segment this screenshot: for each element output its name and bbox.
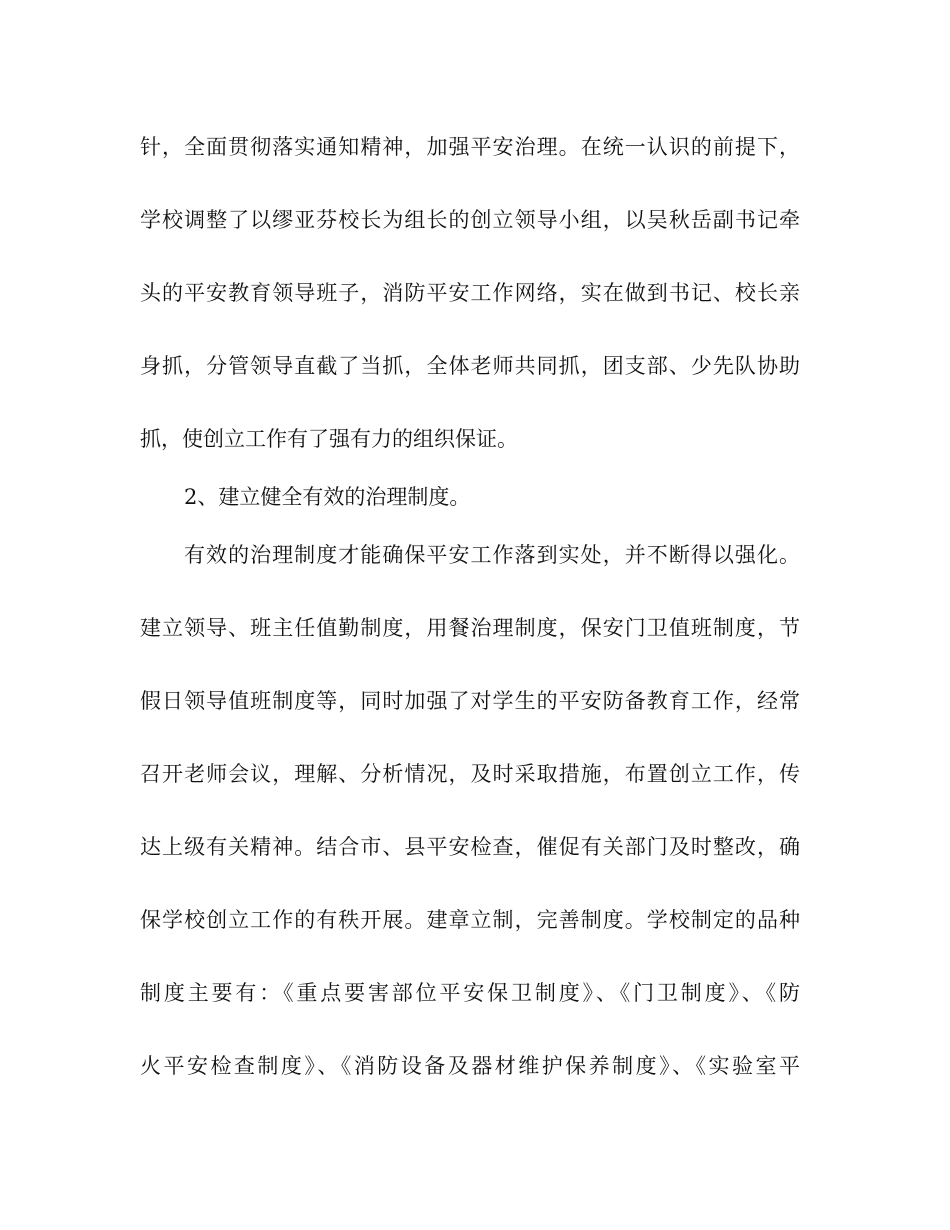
paragraph-line: 制度主要有：《重点要害部位平安保卫制度》、《门卫制度》、《防: [140, 981, 800, 1005]
paragraph-line: 身抓，分管领导直截了当抓，全体老师共同抓，团支部、少先队协助: [140, 354, 800, 378]
paragraph-line: 保学校创立工作的有秩开展。建章立制，完善制度。学校制定的品种: [140, 908, 800, 932]
paragraph-line: 有效的治理制度才能确保平安工作落到实处，并不断得以强化。: [184, 543, 800, 567]
paragraph-line: 建立领导、班主任值勤制度，用餐治理制度，保安门卫值班制度，节: [140, 616, 800, 640]
paragraph-line: 达上级有关精神。结合市、县平安检查，催促有关部门及时整改，确: [140, 835, 800, 859]
paragraph-line: 头的平安教育领导班子，消防平安工作网络，实在做到书记、校长亲: [140, 281, 800, 305]
paragraph-line: 召开老师会议，理解、分析情况，及时采取措施，布置创立工作，传: [140, 762, 800, 786]
paragraph-line: 抓，使创立工作有了强有力的组织保证。: [140, 427, 518, 451]
paragraph-line: 假日领导值班制度等，同时加强了对学生的平安防备教育工作，经常: [140, 689, 800, 713]
section-heading: 2、建立健全有效的治理制度。: [184, 485, 471, 509]
paragraph-line: 学校调整了以缪亚芬校长为组长的创立领导小组，以吴秋岳副书记牵: [140, 208, 800, 232]
paragraph-line: 针，全面贯彻落实通知精神，加强平安治理。在统一认识的前提下，: [140, 135, 800, 159]
paragraph-line: 火平安检查制度》、《消防设备及器材维护保养制度》、《实验室平: [140, 1054, 800, 1078]
